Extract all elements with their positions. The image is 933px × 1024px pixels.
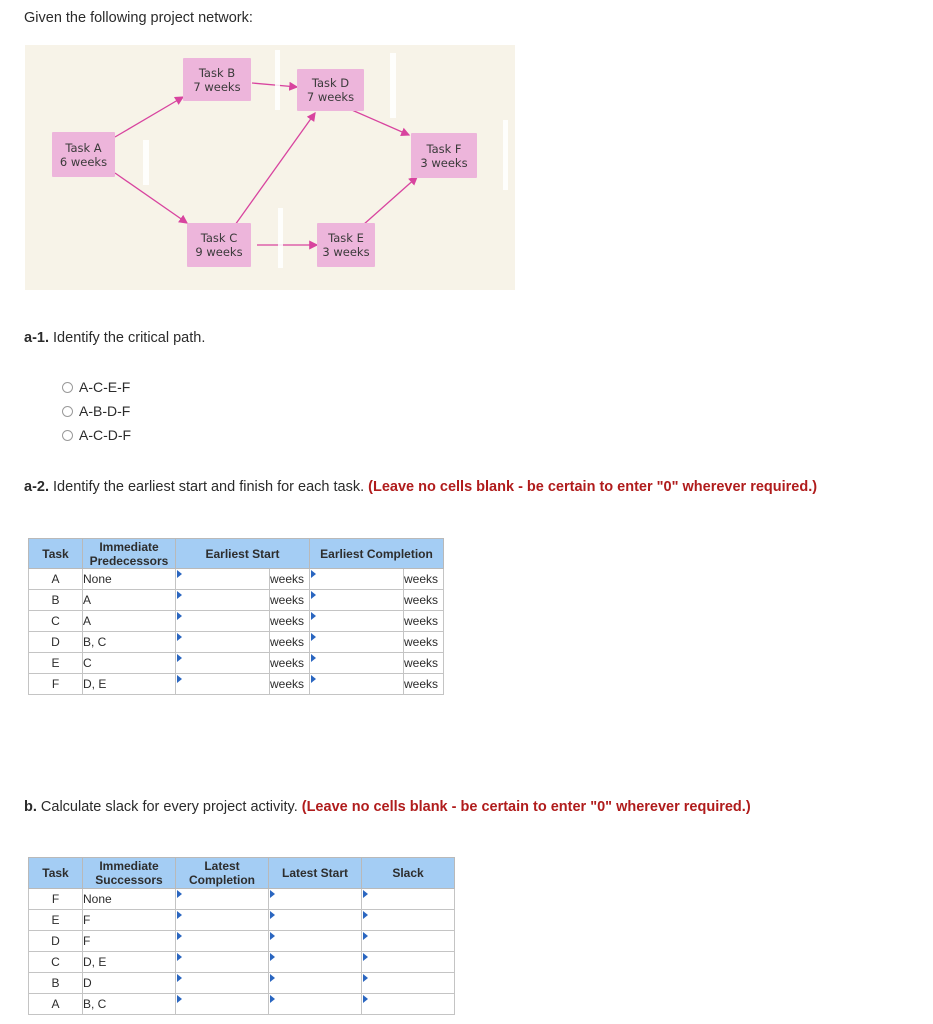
question-b-note: (Leave no cells blank - be certain to enter "0" wherever required.): [301, 799, 751, 815]
header-predecessors: Immediate Predecessors: [83, 539, 176, 569]
table-row: [29, 889, 455, 910]
question-b: [24, 799, 751, 815]
earliest-completion-input[interactable]: [310, 632, 404, 653]
edge-e-f: [363, 177, 417, 225]
header-earliest-completion: Earliest Completion: [310, 539, 444, 569]
table-row: [29, 611, 444, 632]
node-task-e: Task E 3 weeks: [317, 223, 375, 267]
table-row: [29, 910, 455, 931]
latest-start-input[interactable]: [269, 910, 362, 931]
earliest-completion-input[interactable]: [310, 569, 404, 590]
unit-label: weeks: [404, 611, 444, 632]
predecessor-cell: A: [83, 611, 176, 632]
unit-label: weeks: [270, 653, 310, 674]
task-cell: C: [29, 952, 83, 973]
radio-button[interactable]: [62, 406, 73, 417]
earliest-times-table: [28, 538, 444, 695]
slack-input[interactable]: [362, 994, 455, 1015]
earliest-start-input[interactable]: [176, 590, 270, 611]
header-latest-completion: Latest Completion: [176, 858, 269, 889]
option-a-c-d-f[interactable]: [62, 427, 131, 443]
unit-label: weeks: [270, 569, 310, 590]
latest-completion-input[interactable]: [176, 973, 269, 994]
option-a-b-d-f[interactable]: [62, 403, 130, 419]
question-a2-note: (Leave no cells blank - be certain to enter "0" wherever required.): [368, 479, 818, 495]
radio-button[interactable]: [62, 430, 73, 441]
earliest-start-input[interactable]: [176, 569, 270, 590]
latest-completion-input[interactable]: [176, 952, 269, 973]
option-label: A-C-D-F: [79, 427, 132, 443]
question-a1-text: Identify the critical path.: [53, 330, 206, 346]
successor-cell: F: [83, 910, 176, 931]
earliest-start-input[interactable]: [176, 674, 270, 695]
earliest-completion-input[interactable]: [310, 653, 404, 674]
edge-d-f: [345, 107, 409, 135]
latest-completion-input[interactable]: [176, 931, 269, 952]
earliest-completion-input[interactable]: [310, 611, 404, 632]
predecessor-cell: B, C: [83, 632, 176, 653]
header-successors: Immediate Successors: [83, 858, 176, 889]
unit-label: weeks: [270, 590, 310, 611]
latest-completion-input[interactable]: [176, 994, 269, 1015]
slack-input[interactable]: [362, 931, 455, 952]
unit-label: weeks: [270, 632, 310, 653]
table-row: [29, 952, 455, 973]
option-label: A-B-D-F: [79, 403, 131, 419]
predecessor-cell: C: [83, 653, 176, 674]
question-a1: [24, 330, 205, 346]
latest-start-input[interactable]: [269, 994, 362, 1015]
option-a-c-e-f[interactable]: [62, 379, 130, 395]
node-task-b: Task B 7 weeks: [183, 58, 251, 101]
question-a2-text: Identify the earliest start and finish for each task.: [53, 479, 365, 495]
header-task: Task: [29, 858, 83, 889]
project-network-diagram: [25, 45, 515, 290]
latest-start-input[interactable]: [269, 952, 362, 973]
header-slack: Slack: [362, 858, 455, 889]
task-cell: F: [29, 889, 83, 910]
table-row: [29, 653, 444, 674]
slack-table: [28, 857, 455, 1015]
table-row: [29, 931, 455, 952]
edge-a-c: [115, 173, 187, 223]
task-cell: A: [29, 569, 83, 590]
latest-start-input[interactable]: [269, 889, 362, 910]
unit-label: weeks: [404, 632, 444, 653]
latest-completion-input[interactable]: [176, 910, 269, 931]
task-cell: C: [29, 611, 83, 632]
unit-label: weeks: [404, 590, 444, 611]
header-latest-start: Latest Start: [269, 858, 362, 889]
node-task-f: Task F 3 weeks: [411, 133, 477, 178]
table-row: [29, 994, 455, 1015]
earliest-completion-input[interactable]: [310, 590, 404, 611]
slack-input[interactable]: [362, 973, 455, 994]
task-cell: D: [29, 632, 83, 653]
latest-start-input[interactable]: [269, 931, 362, 952]
successor-cell: D, E: [83, 952, 176, 973]
question-a2: [24, 479, 817, 495]
predecessor-cell: D, E: [83, 674, 176, 695]
option-label: A-C-E-F: [79, 379, 131, 395]
table-row: [29, 569, 444, 590]
node-task-c: Task C 9 weeks: [187, 223, 251, 267]
earliest-completion-input[interactable]: [310, 674, 404, 695]
question-a1-label: a-1.: [24, 330, 49, 346]
task-cell: D: [29, 931, 83, 952]
earliest-start-input[interactable]: [176, 632, 270, 653]
slack-input[interactable]: [362, 952, 455, 973]
edge-a-b: [115, 97, 183, 137]
question-b-label: b.: [24, 799, 37, 815]
slack-input[interactable]: [362, 889, 455, 910]
header-task: Task: [29, 539, 83, 569]
earliest-start-input[interactable]: [176, 653, 270, 674]
task-cell: B: [29, 973, 83, 994]
predecessor-cell: None: [83, 569, 176, 590]
predecessor-cell: A: [83, 590, 176, 611]
table-row: [29, 590, 444, 611]
task-cell: F: [29, 674, 83, 695]
slack-input[interactable]: [362, 910, 455, 931]
latest-completion-input[interactable]: [176, 889, 269, 910]
latest-start-input[interactable]: [269, 973, 362, 994]
node-task-a: Task A 6 weeks: [52, 132, 115, 177]
unit-label: weeks: [404, 569, 444, 590]
task-cell: B: [29, 590, 83, 611]
node-task-d: Task D 7 weeks: [297, 69, 364, 111]
edge-c-d: [235, 113, 315, 225]
successor-cell: D: [83, 973, 176, 994]
question-a2-label: a-2.: [24, 479, 49, 495]
radio-button[interactable]: [62, 382, 73, 393]
task-cell: A: [29, 994, 83, 1015]
unit-label: weeks: [270, 611, 310, 632]
unit-label: weeks: [404, 653, 444, 674]
earliest-start-input[interactable]: [176, 611, 270, 632]
task-cell: E: [29, 653, 83, 674]
question-b-text: Calculate slack for every project activity.: [40, 799, 298, 815]
table-row: [29, 674, 444, 695]
table-row: [29, 632, 444, 653]
intro-text: Given the following project network:: [24, 10, 253, 26]
successor-cell: F: [83, 931, 176, 952]
task-cell: E: [29, 910, 83, 931]
successor-cell: None: [83, 889, 176, 910]
unit-label: weeks: [270, 674, 310, 695]
unit-label: weeks: [404, 674, 444, 695]
table-row: [29, 973, 455, 994]
header-earliest-start: Earliest Start: [176, 539, 310, 569]
successor-cell: B, C: [83, 994, 176, 1015]
